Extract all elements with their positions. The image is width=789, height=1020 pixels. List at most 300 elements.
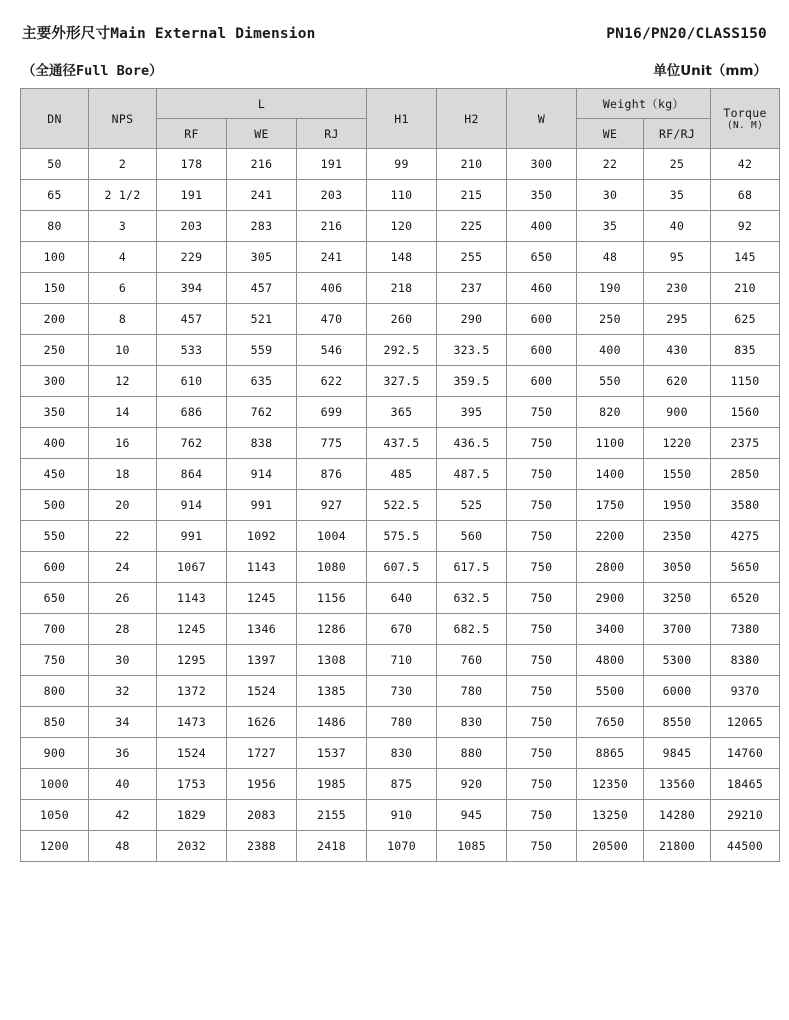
- table-row: [21, 769, 780, 800]
- cell-weight-we: 1100: [577, 428, 644, 459]
- cell-l-rj: 2155: [297, 800, 367, 831]
- cell-nps: 10: [89, 335, 157, 366]
- col-header-l-rf: RF: [157, 119, 227, 149]
- cell-weight-rfrj: 40: [644, 211, 711, 242]
- table-row: [21, 273, 780, 304]
- cell-l-rj: 927: [297, 490, 367, 521]
- cell-l-we: 283: [227, 211, 297, 242]
- cell-weight-we: 48: [577, 242, 644, 273]
- cell-w: 750: [507, 645, 577, 676]
- cell-nps: 2: [89, 149, 157, 180]
- cell-nps: 8: [89, 304, 157, 335]
- unit-label: [653, 59, 767, 79]
- cell-weight-rfrj: 13560: [644, 769, 711, 800]
- cell-nps: 6: [89, 273, 157, 304]
- cell-l-we: 1346: [227, 614, 297, 645]
- cell-l-we: 1245: [227, 583, 297, 614]
- cell-l-we: 1397: [227, 645, 297, 676]
- cell-h2: 632.5: [437, 583, 507, 614]
- cell-w: 600: [507, 335, 577, 366]
- page-title-en: Main External Dimension: [110, 26, 316, 42]
- cell-l-we: 914: [227, 459, 297, 490]
- table-row: [21, 335, 780, 366]
- cell-dn: 850: [21, 707, 89, 738]
- cell-h2: 395: [437, 397, 507, 428]
- cell-torque: 7380: [711, 614, 780, 645]
- cell-weight-rfrj: 6000: [644, 676, 711, 707]
- cell-h1: 99: [367, 149, 437, 180]
- cell-l-rj: 1486: [297, 707, 367, 738]
- cell-l-we: 241: [227, 180, 297, 211]
- bore-type-cn: （全通径: [22, 63, 76, 79]
- cell-w: 600: [507, 304, 577, 335]
- cell-nps: 18: [89, 459, 157, 490]
- cell-w: 750: [507, 831, 577, 862]
- col-header-weight-group: Weight（kg）: [577, 89, 711, 119]
- col-header-dn: DN: [21, 89, 89, 149]
- cell-weight-we: 250: [577, 304, 644, 335]
- cell-weight-we: 13250: [577, 800, 644, 831]
- table-row: [21, 490, 780, 521]
- cell-h1: 575.5: [367, 521, 437, 552]
- cell-weight-we: 5500: [577, 676, 644, 707]
- cell-weight-we: 7650: [577, 707, 644, 738]
- cell-w: 600: [507, 366, 577, 397]
- cell-h1: 110: [367, 180, 437, 211]
- cell-weight-we: 4800: [577, 645, 644, 676]
- cell-l-rf: 1473: [157, 707, 227, 738]
- cell-weight-rfrj: 3050: [644, 552, 711, 583]
- cell-h2: 323.5: [437, 335, 507, 366]
- cell-l-rf: 1295: [157, 645, 227, 676]
- cell-weight-we: 35: [577, 211, 644, 242]
- cell-h2: 760: [437, 645, 507, 676]
- col-header-l-we: WE: [227, 119, 297, 149]
- cell-l-we: 1143: [227, 552, 297, 583]
- cell-dn: 400: [21, 428, 89, 459]
- col-header-l-group: L: [157, 89, 367, 119]
- cell-dn: 700: [21, 614, 89, 645]
- cell-l-rj: 406: [297, 273, 367, 304]
- cell-dn: 900: [21, 738, 89, 769]
- cell-w: 300: [507, 149, 577, 180]
- cell-weight-we: 2800: [577, 552, 644, 583]
- cell-torque: 1560: [711, 397, 780, 428]
- cell-h1: 640: [367, 583, 437, 614]
- cell-weight-rfrj: 1950: [644, 490, 711, 521]
- cell-weight-rfrj: 5300: [644, 645, 711, 676]
- cell-h2: 210: [437, 149, 507, 180]
- cell-l-rj: 1385: [297, 676, 367, 707]
- table-body: [21, 149, 780, 862]
- cell-dn: 150: [21, 273, 89, 304]
- cell-nps: 12: [89, 366, 157, 397]
- col-header-torque: [711, 89, 780, 149]
- cell-h1: 710: [367, 645, 437, 676]
- table-row: [21, 800, 780, 831]
- cell-nps: 34: [89, 707, 157, 738]
- bore-type-en: Full Bore）: [76, 63, 163, 79]
- cell-w: 750: [507, 521, 577, 552]
- cell-h2: 880: [437, 738, 507, 769]
- cell-l-rf: 533: [157, 335, 227, 366]
- cell-dn: 600: [21, 552, 89, 583]
- cell-weight-we: 2200: [577, 521, 644, 552]
- cell-l-rj: 203: [297, 180, 367, 211]
- cell-weight-rfrj: 8550: [644, 707, 711, 738]
- cell-weight-we: 22: [577, 149, 644, 180]
- cell-h1: 148: [367, 242, 437, 273]
- table-row: [21, 521, 780, 552]
- cell-torque: 4275: [711, 521, 780, 552]
- cell-l-we: 559: [227, 335, 297, 366]
- cell-torque: 14760: [711, 738, 780, 769]
- cell-w: 750: [507, 614, 577, 645]
- cell-h2: 780: [437, 676, 507, 707]
- cell-dn: 500: [21, 490, 89, 521]
- cell-weight-we: 1750: [577, 490, 644, 521]
- table-row: [21, 645, 780, 676]
- table-head: [21, 89, 780, 149]
- cell-dn: 1050: [21, 800, 89, 831]
- cell-l-rf: 1524: [157, 738, 227, 769]
- col-header-torque-unit: (N. M): [726, 119, 764, 131]
- table-row: [21, 211, 780, 242]
- cell-l-rj: 1080: [297, 552, 367, 583]
- cell-w: 650: [507, 242, 577, 273]
- cell-h2: 225: [437, 211, 507, 242]
- cell-l-rf: 864: [157, 459, 227, 490]
- cell-torque: 5650: [711, 552, 780, 583]
- cell-l-rj: 1537: [297, 738, 367, 769]
- cell-w: 750: [507, 552, 577, 583]
- cell-l-we: 838: [227, 428, 297, 459]
- table-row: [21, 459, 780, 490]
- cell-weight-we: 400: [577, 335, 644, 366]
- cell-nps: 20: [89, 490, 157, 521]
- cell-nps: 3: [89, 211, 157, 242]
- cell-l-rf: 1372: [157, 676, 227, 707]
- cell-w: 350: [507, 180, 577, 211]
- table-row: [21, 707, 780, 738]
- cell-l-rj: 1156: [297, 583, 367, 614]
- cell-weight-rfrj: 1550: [644, 459, 711, 490]
- cell-torque: 2375: [711, 428, 780, 459]
- cell-dn: 1000: [21, 769, 89, 800]
- cell-nps: 40: [89, 769, 157, 800]
- cell-l-we: 2083: [227, 800, 297, 831]
- cell-weight-we: 3400: [577, 614, 644, 645]
- cell-nps: 16: [89, 428, 157, 459]
- cell-nps: 30: [89, 645, 157, 676]
- cell-torque: 42: [711, 149, 780, 180]
- cell-h2: 945: [437, 800, 507, 831]
- cell-torque: 18465: [711, 769, 780, 800]
- cell-l-rj: 470: [297, 304, 367, 335]
- cell-h2: 1085: [437, 831, 507, 862]
- cell-weight-rfrj: 9845: [644, 738, 711, 769]
- cell-nps: 42: [89, 800, 157, 831]
- cell-nps: 22: [89, 521, 157, 552]
- cell-weight-we: 12350: [577, 769, 644, 800]
- table-row: [21, 552, 780, 583]
- cell-l-rj: 1286: [297, 614, 367, 645]
- cell-l-rf: 762: [157, 428, 227, 459]
- cell-h1: 120: [367, 211, 437, 242]
- cell-nps: 2 1/2: [89, 180, 157, 211]
- cell-l-rf: 991: [157, 521, 227, 552]
- table-row: [21, 428, 780, 459]
- cell-torque: 6520: [711, 583, 780, 614]
- cell-h1: 485: [367, 459, 437, 490]
- cell-dn: 100: [21, 242, 89, 273]
- cell-weight-rfrj: 35: [644, 180, 711, 211]
- cell-h2: 359.5: [437, 366, 507, 397]
- cell-h1: 670: [367, 614, 437, 645]
- cell-weight-we: 8865: [577, 738, 644, 769]
- cell-nps: 4: [89, 242, 157, 273]
- cell-w: 750: [507, 428, 577, 459]
- cell-h1: 780: [367, 707, 437, 738]
- cell-l-we: 991: [227, 490, 297, 521]
- cell-dn: 750: [21, 645, 89, 676]
- col-header-weight-rfrj: RF/RJ: [644, 119, 711, 149]
- cell-l-rf: 1829: [157, 800, 227, 831]
- cell-l-rf: 914: [157, 490, 227, 521]
- cell-h1: 1070: [367, 831, 437, 862]
- cell-h1: 830: [367, 738, 437, 769]
- cell-weight-rfrj: 14280: [644, 800, 711, 831]
- cell-l-rj: 622: [297, 366, 367, 397]
- cell-nps: 32: [89, 676, 157, 707]
- cell-h2: 215: [437, 180, 507, 211]
- cell-l-rj: 1985: [297, 769, 367, 800]
- cell-l-rj: 216: [297, 211, 367, 242]
- cell-l-we: 1524: [227, 676, 297, 707]
- cell-w: 400: [507, 211, 577, 242]
- cell-l-rf: 610: [157, 366, 227, 397]
- cell-w: 750: [507, 490, 577, 521]
- cell-l-rf: 1143: [157, 583, 227, 614]
- table-row: [21, 738, 780, 769]
- cell-l-rf: 1753: [157, 769, 227, 800]
- table-row: [21, 583, 780, 614]
- cell-torque: 12065: [711, 707, 780, 738]
- cell-dn: 65: [21, 180, 89, 211]
- table-row: [21, 366, 780, 397]
- cell-l-rj: 1004: [297, 521, 367, 552]
- cell-dn: 800: [21, 676, 89, 707]
- cell-dn: 450: [21, 459, 89, 490]
- header-row-1: [21, 89, 780, 119]
- cell-l-rf: 457: [157, 304, 227, 335]
- bore-type-label: [22, 59, 163, 79]
- cell-torque: 1150: [711, 366, 780, 397]
- cell-weight-rfrj: 620: [644, 366, 711, 397]
- cell-weight-rfrj: 230: [644, 273, 711, 304]
- cell-l-rf: 1245: [157, 614, 227, 645]
- cell-w: 750: [507, 583, 577, 614]
- cell-h1: 730: [367, 676, 437, 707]
- cell-weight-we: 30: [577, 180, 644, 211]
- table-row: [21, 242, 780, 273]
- cell-h2: 436.5: [437, 428, 507, 459]
- table-row: [21, 180, 780, 211]
- cell-dn: 200: [21, 304, 89, 335]
- cell-nps: 14: [89, 397, 157, 428]
- cell-w: 750: [507, 676, 577, 707]
- cell-l-rf: 178: [157, 149, 227, 180]
- cell-l-we: 762: [227, 397, 297, 428]
- cell-h2: 830: [437, 707, 507, 738]
- col-header-nps: NPS: [89, 89, 157, 149]
- cell-l-rf: 203: [157, 211, 227, 242]
- cell-nps: 26: [89, 583, 157, 614]
- cell-w: 460: [507, 273, 577, 304]
- cell-weight-rfrj: 95: [644, 242, 711, 273]
- cell-l-rf: 1067: [157, 552, 227, 583]
- cell-h2: 525: [437, 490, 507, 521]
- unit-en: Unit（mm）: [680, 63, 767, 79]
- cell-torque: 3580: [711, 490, 780, 521]
- cell-torque: 8380: [711, 645, 780, 676]
- cell-l-we: 1956: [227, 769, 297, 800]
- cell-torque: 2850: [711, 459, 780, 490]
- cell-h1: 260: [367, 304, 437, 335]
- cell-weight-rfrj: 900: [644, 397, 711, 428]
- cell-h2: 237: [437, 273, 507, 304]
- dimension-table: [20, 88, 780, 862]
- table-row: [21, 304, 780, 335]
- cell-l-rj: 241: [297, 242, 367, 273]
- cell-h1: 522.5: [367, 490, 437, 521]
- cell-torque: 210: [711, 273, 780, 304]
- col-header-h2: H2: [437, 89, 507, 149]
- cell-l-rj: 876: [297, 459, 367, 490]
- cell-h2: 487.5: [437, 459, 507, 490]
- cell-torque: 29210: [711, 800, 780, 831]
- cell-l-rj: 1308: [297, 645, 367, 676]
- cell-dn: 80: [21, 211, 89, 242]
- document-title-row: [22, 22, 767, 43]
- cell-l-we: 2388: [227, 831, 297, 862]
- unit-cn: 单位: [653, 63, 681, 79]
- cell-l-rf: 686: [157, 397, 227, 428]
- table-row: [21, 614, 780, 645]
- cell-h1: 292.5: [367, 335, 437, 366]
- cell-weight-we: 550: [577, 366, 644, 397]
- cell-w: 750: [507, 707, 577, 738]
- cell-w: 750: [507, 800, 577, 831]
- cell-dn: 350: [21, 397, 89, 428]
- cell-h1: 218: [367, 273, 437, 304]
- col-header-w: W: [507, 89, 577, 149]
- cell-l-rj: 2418: [297, 831, 367, 862]
- cell-weight-rfrj: 295: [644, 304, 711, 335]
- table-row: [21, 397, 780, 428]
- col-header-h1: H1: [367, 89, 437, 149]
- cell-dn: 250: [21, 335, 89, 366]
- cell-weight-rfrj: 430: [644, 335, 711, 366]
- col-header-l-rj: RJ: [297, 119, 367, 149]
- cell-dn: 550: [21, 521, 89, 552]
- cell-dn: 300: [21, 366, 89, 397]
- cell-l-rj: 699: [297, 397, 367, 428]
- cell-weight-rfrj: 21800: [644, 831, 711, 862]
- cell-torque: 145: [711, 242, 780, 273]
- page-title-cn: 主要外形尺寸: [22, 26, 111, 42]
- cell-w: 750: [507, 769, 577, 800]
- cell-h1: 327.5: [367, 366, 437, 397]
- cell-h1: 910: [367, 800, 437, 831]
- col-header-torque-label: Torque: [723, 105, 767, 120]
- cell-dn: 1200: [21, 831, 89, 862]
- cell-torque: 68: [711, 180, 780, 211]
- cell-w: 750: [507, 397, 577, 428]
- cell-torque: 625: [711, 304, 780, 335]
- cell-torque: 835: [711, 335, 780, 366]
- cell-l-rj: 191: [297, 149, 367, 180]
- table-row: [21, 676, 780, 707]
- cell-nps: 28: [89, 614, 157, 645]
- subtitle-row: [22, 59, 767, 79]
- cell-l-we: 216: [227, 149, 297, 180]
- cell-weight-rfrj: 25: [644, 149, 711, 180]
- cell-weight-we: 20500: [577, 831, 644, 862]
- cell-w: 750: [507, 459, 577, 490]
- cell-l-rj: 775: [297, 428, 367, 459]
- cell-h2: 290: [437, 304, 507, 335]
- cell-l-rf: 2032: [157, 831, 227, 862]
- table-row: [21, 831, 780, 862]
- cell-h2: 255: [437, 242, 507, 273]
- cell-torque: 44500: [711, 831, 780, 862]
- cell-weight-rfrj: 3250: [644, 583, 711, 614]
- cell-weight-we: 1400: [577, 459, 644, 490]
- cell-nps: 36: [89, 738, 157, 769]
- cell-h1: 875: [367, 769, 437, 800]
- cell-l-we: 521: [227, 304, 297, 335]
- cell-weight-we: 2900: [577, 583, 644, 614]
- cell-nps: 24: [89, 552, 157, 583]
- cell-weight-rfrj: 1220: [644, 428, 711, 459]
- cell-h2: 560: [437, 521, 507, 552]
- cell-l-we: 457: [227, 273, 297, 304]
- cell-w: 750: [507, 738, 577, 769]
- cell-dn: 50: [21, 149, 89, 180]
- cell-nps: 48: [89, 831, 157, 862]
- cell-l-we: 305: [227, 242, 297, 273]
- cell-h1: 365: [367, 397, 437, 428]
- col-header-weight-we: WE: [577, 119, 644, 149]
- cell-weight-we: 820: [577, 397, 644, 428]
- cell-dn: 650: [21, 583, 89, 614]
- cell-l-rf: 229: [157, 242, 227, 273]
- cell-l-rf: 191: [157, 180, 227, 211]
- cell-h2: 920: [437, 769, 507, 800]
- cell-l-we: 1092: [227, 521, 297, 552]
- cell-weight-rfrj: 3700: [644, 614, 711, 645]
- cell-torque: 92: [711, 211, 780, 242]
- cell-l-we: 1727: [227, 738, 297, 769]
- cell-l-we: 635: [227, 366, 297, 397]
- cell-l-we: 1626: [227, 707, 297, 738]
- page-title: [22, 22, 316, 43]
- cell-h1: 437.5: [367, 428, 437, 459]
- table-row: [21, 149, 780, 180]
- cell-weight-we: 190: [577, 273, 644, 304]
- cell-weight-rfrj: 2350: [644, 521, 711, 552]
